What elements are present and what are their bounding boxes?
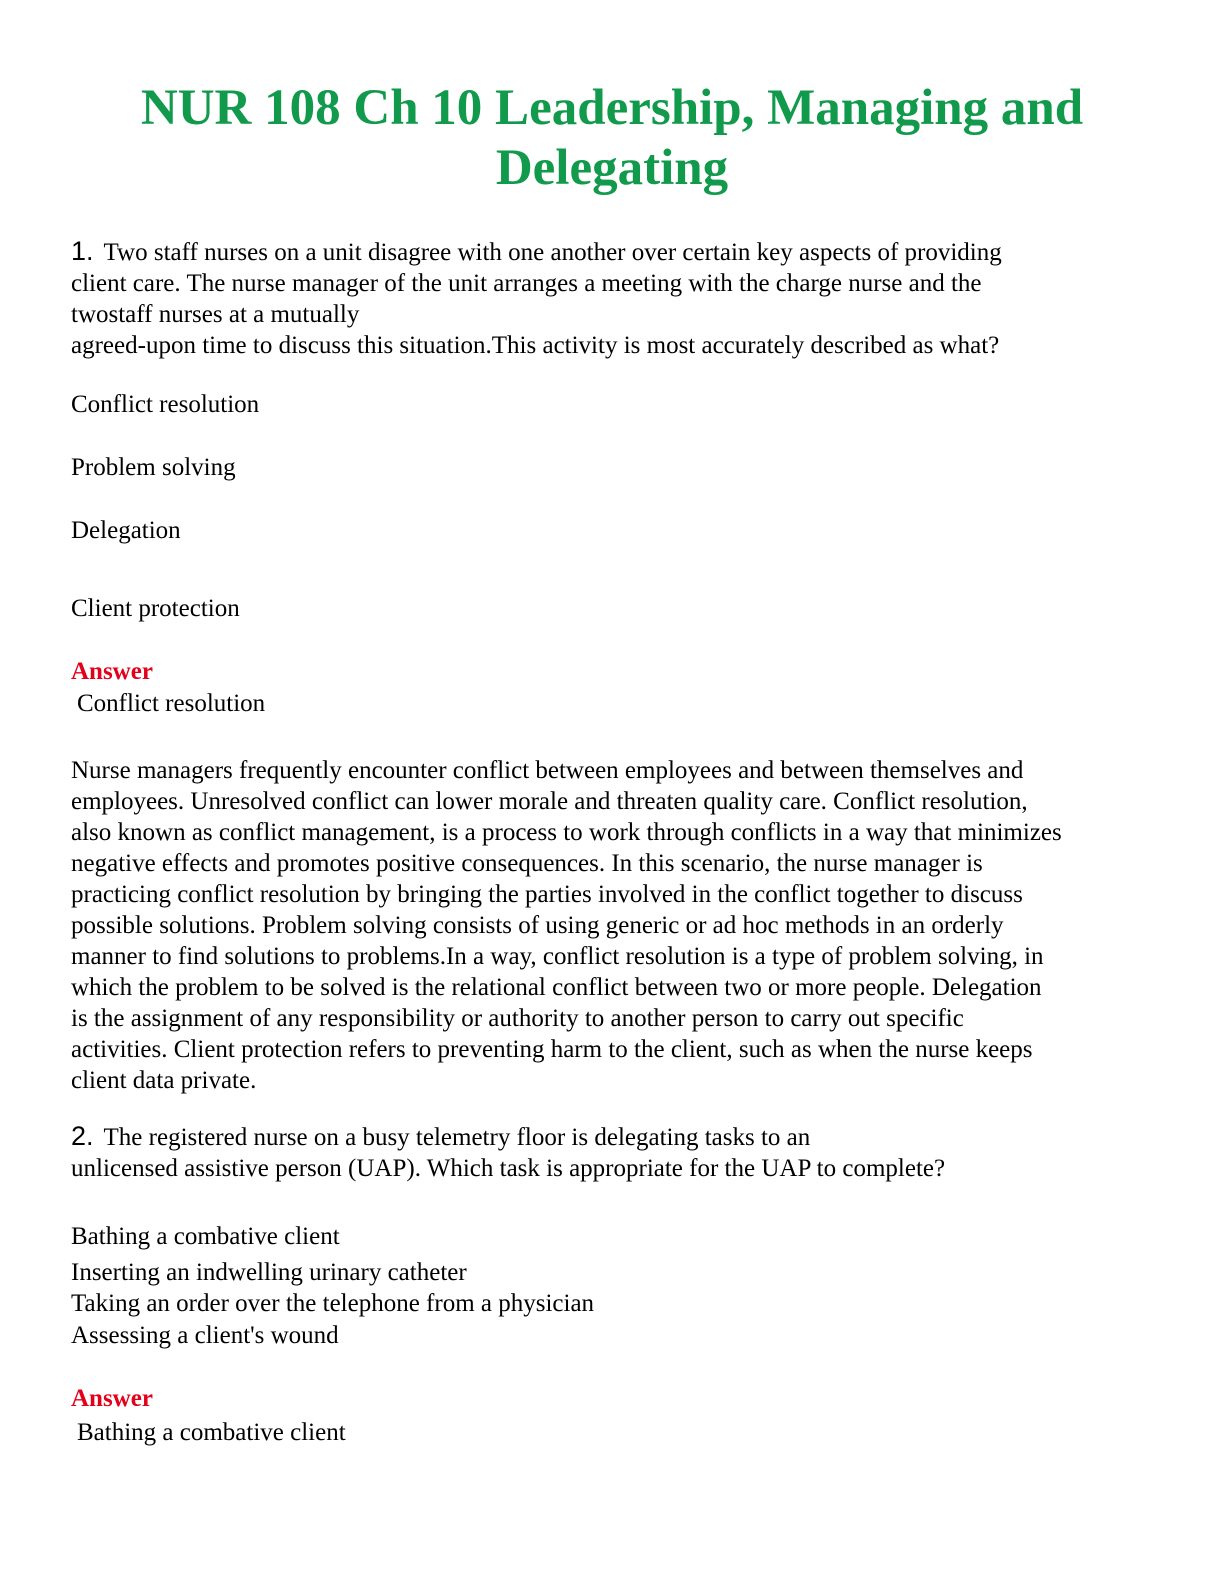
question-1-answer-label: Answer: [71, 658, 153, 685]
question-1-answer: Conflict resolution: [77, 690, 266, 717]
question-2-option-c: Taking an order over the telephone from a physician: [71, 1290, 595, 1317]
rationale-line: manner to find solutions to problems.In a way, conflict resolution is a type of problem solving, in: [71, 943, 1044, 970]
question-2-number: 2.: [71, 1121, 94, 1151]
question-1-option-b: Problem solving: [71, 454, 236, 481]
rationale-line: is the assignment of any responsibility or authority to another person to carry out specific: [71, 1005, 964, 1032]
title-line-2: Delegating: [495, 140, 729, 196]
question-2-option-d: Assessing a client's wound: [71, 1322, 339, 1349]
question-1-stem-line: agreed-upon time to discuss this situation.This activity is most accurately described as what?: [71, 332, 1000, 359]
question-2-stem-line: 2. The registered nurse on a busy telemetry floor is delegating tasks to an: [71, 1121, 811, 1151]
question-1-stem: [71, 236, 1161, 361]
question-1-number: 1.: [71, 236, 94, 266]
title-line-1: NUR 108 Ch 10 Leadership, Managing and: [140, 80, 1084, 136]
rationale-line: Nurse managers frequently encounter conflict between employees and between themselves and: [71, 757, 1024, 784]
question-2-answer-label: Answer: [71, 1385, 153, 1412]
question-2-stem: [71, 1121, 1161, 1184]
rationale-line: possible solutions. Problem solving consists of using generic or ad hoc methods in an orderly: [71, 912, 1004, 939]
rationale-line: negative effects and promotes positive consequences. In this scenario, the nurse manager is: [71, 850, 983, 877]
question-1-stem-line: twostaff nurses at a mutually: [71, 301, 360, 328]
question-1-option-c: Delegation: [71, 517, 181, 544]
question-2-option-a: Bathing a combative client: [71, 1223, 340, 1250]
question-2-option-b: Inserting an indwelling urinary catheter: [71, 1259, 467, 1286]
document-title: [0, 78, 1224, 198]
question-2-answer: Bathing a combative client: [77, 1419, 346, 1446]
rationale-line: which the problem to be solved is the relational conflict between two or more people. Delegation: [71, 974, 1042, 1001]
rationale-line: activities. Client protection refers to preventing harm to the client, such as when the nurse keeps: [71, 1036, 1033, 1063]
rationale-line: also known as conflict management, is a process to work through conflicts in a way that minimizes: [71, 819, 1062, 846]
question-2-stem-line: unlicensed assistive person (UAP). Which task is appropriate for the UAP to complete?: [71, 1155, 946, 1182]
question-1-option-d: Client protection: [71, 595, 240, 622]
question-1-option-a: Conflict resolution: [71, 391, 260, 418]
rationale-line: employees. Unresolved conflict can lower morale and threaten quality care. Conflict resolution,: [71, 788, 1028, 815]
question-1-stem-line: 1. Two staff nurses on a unit disagree with one another over certain key aspects of providing: [71, 236, 1002, 266]
rationale-line: client data private.: [71, 1067, 257, 1094]
rationale-line: practicing conflict resolution by bringing the parties involved in the conflict together to discuss: [71, 881, 1023, 908]
question-1-rationale: [71, 755, 1161, 1096]
question-1-stem-line: client care. The nurse manager of the unit arranges a meeting with the charge nurse and the: [71, 270, 982, 297]
